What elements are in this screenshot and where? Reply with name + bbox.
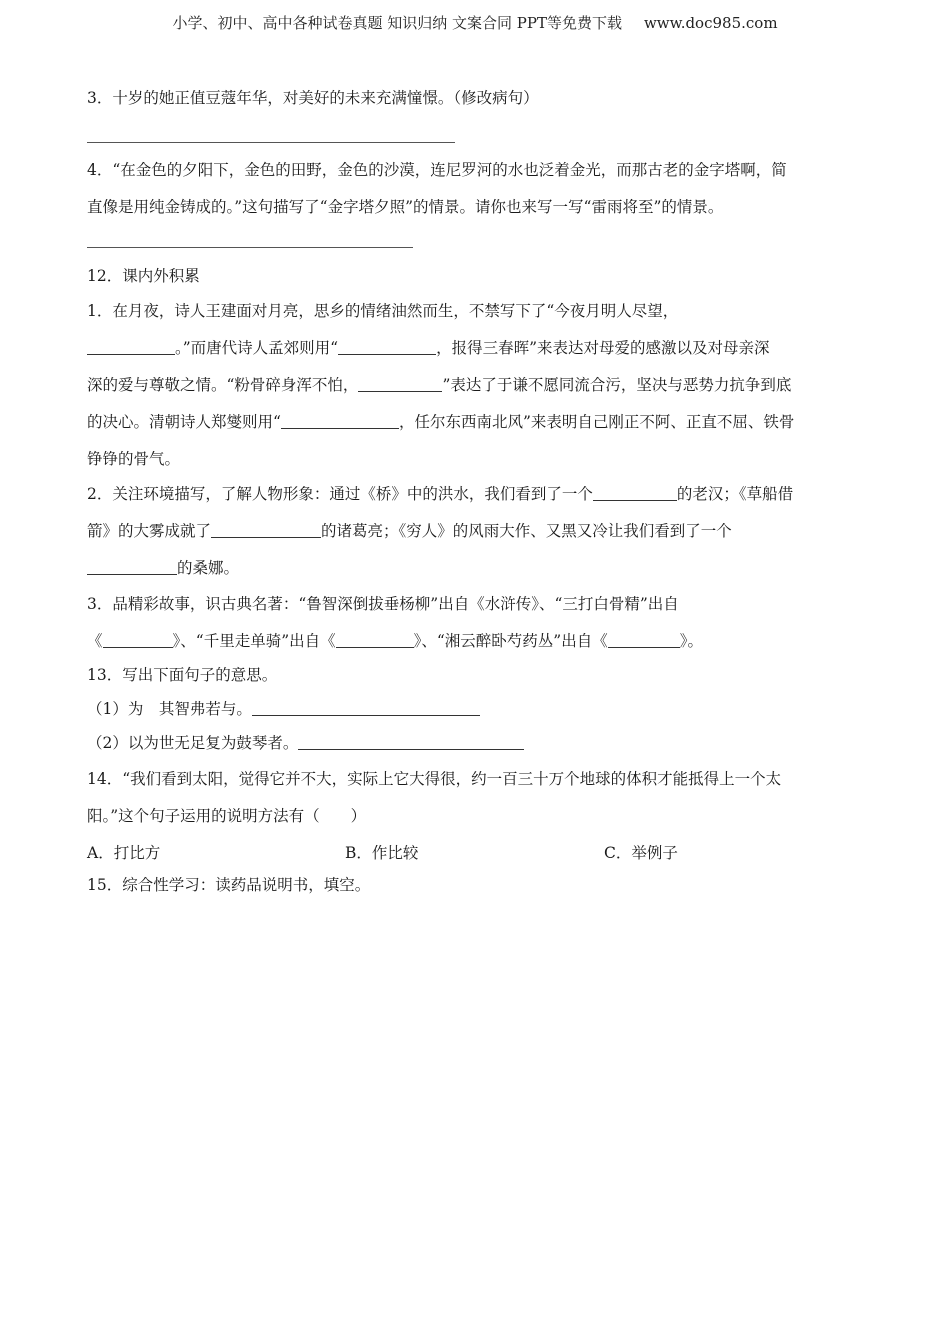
q13-title: 13．写出下面句子的意思。 xyxy=(87,666,278,684)
blank-1[interactable] xyxy=(87,340,175,355)
blank-10[interactable] xyxy=(608,633,680,648)
q11-3-answer-line[interactable] xyxy=(87,142,455,143)
q11-3-text: 3．十岁的她正值豆蔻年华，对美好的未来充满憧憬。（修改病句） xyxy=(87,89,539,107)
q12-p2-line2-b: 的诸葛亮；《穷人》的风雨大作、又黑又冷让我们看到了一个 xyxy=(321,522,732,540)
q13-s2 xyxy=(87,733,524,753)
page-header xyxy=(0,12,950,33)
blank-4[interactable] xyxy=(281,414,399,429)
header-title: 小学、初中、高中各种试卷真题 知识归纳 文案合同 PPT等免费下载 xyxy=(172,14,622,32)
q12-p1-line3-a: 深的爱与尊敬之情。“粉骨碎身浑不怕， xyxy=(87,376,359,394)
q13-s1-answer-line[interactable] xyxy=(252,701,480,716)
q12-p2-line2 xyxy=(87,521,732,541)
q14-option-a[interactable]: A．打比方 xyxy=(87,844,161,862)
blank-6[interactable] xyxy=(211,523,321,538)
header-site[interactable]: www.doc985.com xyxy=(643,14,778,32)
q14-line2: 阳。”这个句子运用的说明方法有（ ） xyxy=(87,807,367,825)
q12-title: 12．课内外积累 xyxy=(87,267,200,285)
q12-p1-line1: 1．在月夜，诗人王建面对月亮，思乡的情绪油然而生，不禁写下了“今夜月明人尽望， xyxy=(87,302,679,320)
q12-p3-line2 xyxy=(87,631,703,651)
q15-title: 15．综合性学习：读药品说明书，填空。 xyxy=(87,876,371,894)
q13-s1 xyxy=(87,699,480,719)
q12-p2-line3 xyxy=(87,558,239,578)
q14-line1: 14．“我们看到太阳，觉得它并不大，实际上它大得很，约一百三十万个地球的体积才能抵得上一个太 xyxy=(87,770,782,788)
blank-8[interactable] xyxy=(103,633,173,648)
blank-5[interactable] xyxy=(593,486,677,501)
q13-s1-text: （1）为 其智弗若与。 xyxy=(87,700,252,718)
q14-option-c[interactable]: C．举例子 xyxy=(604,844,678,862)
q12-p1-line2-a: 。”而唐代诗人孟郊则用“ xyxy=(175,339,339,357)
q12-p2-line1-b: 的老汉；《草船借 xyxy=(676,485,794,503)
q12-p1-line3-b: ”表达了于谦不愿同流合污，坚决与恶势力抗争到底 xyxy=(442,376,792,394)
q12-p3-line2-b: 》、“千里走单骑”出自《 xyxy=(172,632,336,650)
q12-p1-line2-b: ，报得三春晖”来表达对母爱的感激以及对母亲深 xyxy=(436,339,770,357)
q12-p3-line1: 3．品精彩故事，识古典名著：“鲁智深倒拔垂杨柳”出自《水浒传》、“三打白骨精”出自 xyxy=(87,595,679,613)
q12-p1-line4-b: ，任尔东西南北风”来表明自己刚正不阿、正直不屈、铁骨 xyxy=(398,413,795,431)
q14-option-b[interactable]: B．作比较 xyxy=(345,844,419,862)
q12-p2-line1 xyxy=(87,484,793,504)
q11-4-line1: 4．“在金色的夕阳下，金色的田野，金色的沙漠，连尼罗河的水也泛着金光，而那古老的金字塔啊，简 xyxy=(87,161,787,179)
q11-4-line2: 直像是用纯金铸成的。”这句描写了“金字塔夕照”的情景。请你也来写一写“雷雨将至”的情景。 xyxy=(87,198,724,216)
q12-p1-line2 xyxy=(87,338,770,358)
q12-p1-line4-a: 的决心。清朝诗人郑燮则用“ xyxy=(87,413,281,431)
q12-p1-line5: 铮铮的骨气。 xyxy=(87,450,181,468)
blank-9[interactable] xyxy=(336,633,414,648)
q12-p2-line1-a: 2．关注环境描写，了解人物形象：通过《桥》中的洪水，我们看到了一个 xyxy=(87,485,593,503)
q12-p3-line2-d: 》。 xyxy=(679,632,703,650)
blank-7[interactable] xyxy=(87,560,177,575)
blank-3[interactable] xyxy=(358,377,442,392)
q12-p2-line2-a: 箭》的大雾成就了 xyxy=(87,522,212,540)
q12-p1-line3 xyxy=(87,375,791,395)
q12-p3-line2-a: 《 xyxy=(87,632,103,650)
q13-s2-text: （2）以为世无足复为鼓琴者。 xyxy=(87,734,299,752)
q12-p1-line4 xyxy=(87,412,794,432)
q12-p2-line3-text: 的桑娜。 xyxy=(177,559,240,577)
q13-s2-answer-line[interactable] xyxy=(298,735,524,750)
q12-p3-line2-c: 》、“湘云醉卧芍药丛”出自《 xyxy=(413,632,608,650)
blank-2[interactable] xyxy=(338,340,436,355)
q11-4-answer-line[interactable] xyxy=(87,247,413,248)
